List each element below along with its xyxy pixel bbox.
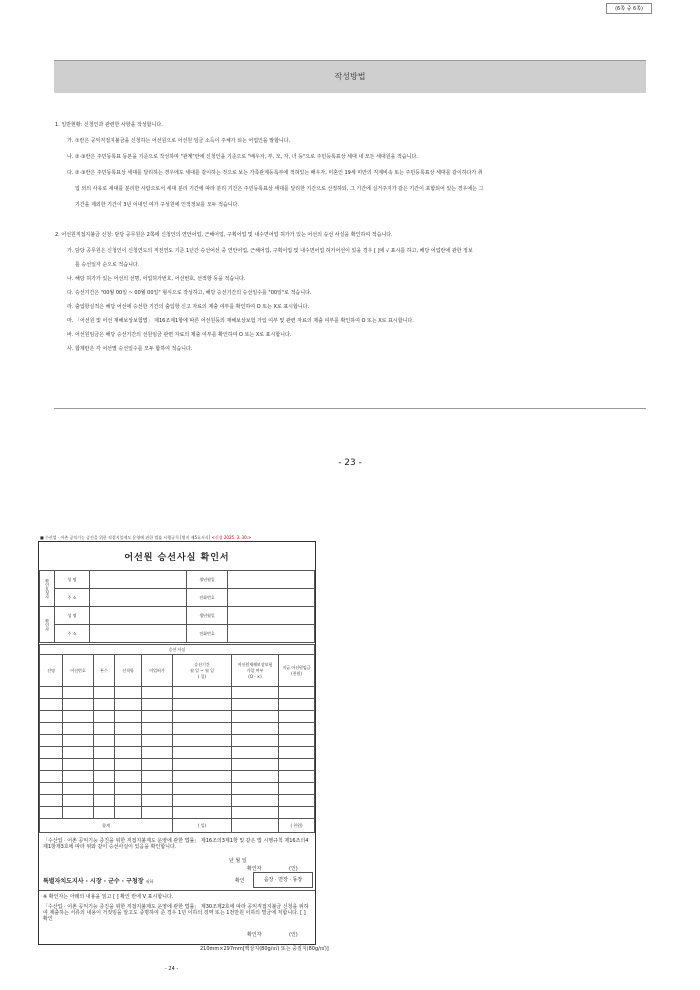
confirmation-form — [38, 541, 316, 945]
table-row — [40, 795, 315, 807]
table-cell[interactable] — [279, 747, 315, 759]
column-header: 승선기간 월 일 ~ 월 일 ( 일) — [173, 655, 232, 687]
table-cell[interactable] — [94, 699, 115, 711]
table-cell[interactable] — [232, 807, 279, 819]
statement: 「수산업 · 어촌 공익기능 증진을 위한 직접지불제도 운영에 관한 법률」 제16조의3제1항 및 같은 법 시행규칙 제16조의4제1항제3호에 따라 위와 같이 승선사실이 있음을 확인합니다. — [43, 838, 309, 850]
table-cell[interactable] — [94, 735, 115, 747]
birth-field[interactable] — [228, 571, 315, 589]
verify-label: 확인 — [235, 878, 245, 884]
table-cell[interactable] — [115, 687, 142, 699]
list-item: 다. ②·③란은 주민등록표상 세대를 달리하는 경우에도 세대를 같이하는 것으로 보는 가족관계등록부에 적혀있는 배우자, 미혼인 19세 미만의 직계비속 또는 주민등록표상 세대를 같이하다가 취 — [67, 170, 483, 176]
birth-label: 생년월일 — [187, 607, 228, 625]
table-cell[interactable] — [279, 795, 315, 807]
footer-sign: (인) — [289, 932, 298, 938]
list-item: 가. ①란은 공익직접지불금을 신청하는 어선원으로 어선원 임금 소득이 주체가 되는 어업인을 말합니다. — [67, 138, 291, 144]
page-reference: (6쪽 중 6쪽) — [606, 3, 652, 14]
table-row — [40, 783, 315, 795]
table-cell[interactable] — [63, 747, 94, 759]
table-row — [40, 747, 315, 759]
phone-label: 전화번호 — [187, 625, 228, 643]
table-cell[interactable] — [94, 795, 115, 807]
table-body — [40, 687, 315, 819]
instructions-section-1 — [55, 120, 655, 210]
list-item: 사. 합계란은 각 어선별 승선일수를 모두 합하여 적습니다. — [67, 346, 193, 352]
table-cell[interactable] — [142, 723, 173, 735]
table-cell[interactable] — [94, 687, 115, 699]
confirmer-line: 확인자 — [247, 866, 262, 872]
total-days: ( 일) — [173, 819, 232, 833]
table-cell[interactable] — [232, 723, 279, 735]
table-row — [40, 723, 315, 735]
list-item: 나. 해당 허가가 있는 어선의 선명, 어업허가번호, 어선번호, 선적항 등을 적습니다. — [67, 276, 246, 282]
table-cell[interactable] — [173, 807, 232, 819]
column-header: 선명 — [40, 655, 63, 687]
list-item: 라. 출입항실적은 해당 어선에 승선한 기간의 출입항 신고 자료의 제출 여부를 확인하여 O 또는 X로 표시합니다. — [67, 304, 310, 310]
section-title: 작성방법 — [54, 61, 646, 93]
person-info-table — [39, 570, 315, 643]
table-cell[interactable] — [142, 711, 173, 723]
table-cell[interactable] — [115, 759, 142, 771]
column-header: 톤수 — [94, 655, 115, 687]
table-cell[interactable] — [63, 783, 94, 795]
page-number: - 23 - — [338, 458, 362, 468]
table-cell[interactable] — [94, 807, 115, 819]
table-cell[interactable] — [232, 711, 279, 723]
table-cell[interactable] — [115, 711, 142, 723]
table-cell[interactable] — [232, 699, 279, 711]
table-cell[interactable] — [279, 723, 315, 735]
table-cell[interactable] — [40, 735, 63, 747]
column-header: 어선번호 — [63, 655, 94, 687]
table-cell[interactable] — [94, 747, 115, 759]
name-label: 성 명 — [55, 607, 90, 625]
table-row — [40, 699, 315, 711]
notice-text: ■ 수산업 · 어촌 공익기능 증진을 위한 직접지불제도 운영에 관한 법률 시행규칙 [별지 제5호서식] — [40, 535, 211, 540]
table-cell[interactable] — [232, 795, 279, 807]
table-cell[interactable] — [94, 759, 115, 771]
date-line: 년 월 일 — [229, 858, 247, 864]
table-cell[interactable] — [279, 771, 315, 783]
confirmer-birth-field[interactable] — [228, 607, 315, 625]
list-item: 를 승선일자 순으로 적습니다. — [75, 262, 140, 268]
table-cell[interactable] — [279, 807, 315, 819]
table-cell[interactable] — [94, 771, 115, 783]
table-cell[interactable] — [173, 723, 232, 735]
boarding-table — [39, 644, 315, 833]
address-field[interactable] — [90, 589, 187, 607]
table-cell[interactable] — [232, 783, 279, 795]
table-row — [40, 711, 315, 723]
list-item: 마. 「어선원 및 어선 재해보상보험법」 제16조제1항에 따른 어선원등의 재해보상보험 가입 여부 및 관련 자료의 제출 여부를 확인하여 O 또는 X로 표시합니다. — [67, 318, 414, 324]
table-cell[interactable] — [63, 807, 94, 819]
sign-mark: (인) — [289, 866, 298, 872]
column-header: 지급 어선원임금 (천원) — [279, 655, 315, 687]
table-row — [40, 687, 315, 699]
table-cell[interactable] — [115, 807, 142, 819]
consent-header: ※ 확인자는 아래의 내용을 읽고 [ ] 확인 란에 V 표시합니다. — [43, 894, 174, 900]
table-cell[interactable] — [142, 735, 173, 747]
table-cell[interactable] — [115, 795, 142, 807]
table-cell[interactable] — [63, 723, 94, 735]
table-cell[interactable] — [232, 771, 279, 783]
boarding-title: 승선 사실 — [40, 645, 315, 655]
confirmer-address-field[interactable] — [90, 625, 187, 643]
verify-stamp: 읍장 · 면장 · 동장 — [253, 872, 313, 888]
table-cell[interactable] — [173, 759, 232, 771]
table-cell[interactable] — [232, 687, 279, 699]
table-cell[interactable] — [94, 723, 115, 735]
table-cell[interactable] — [63, 735, 94, 747]
footer-confirmer: 확인자 — [247, 932, 262, 938]
table-cell[interactable] — [63, 711, 94, 723]
table-cell[interactable] — [173, 771, 232, 783]
table-cell[interactable] — [40, 783, 63, 795]
table-cell[interactable] — [173, 783, 232, 795]
section-heading: 2. 어선원직접지불금 신청: 담당 공무원은 2쪽에 신청인의 연안어업, 근해어업, 구획어업 및 내수면어업 허가가 있는 어선의 승선 사실을 확인하여 적습니다. — [55, 232, 393, 238]
table-cell[interactable] — [173, 687, 232, 699]
table-cell[interactable] — [279, 783, 315, 795]
table-cell[interactable] — [142, 807, 173, 819]
list-item: 다. 승선기간은 "00월 00일 ~ 00월 00일" 형식으로 작성하고, 해당 승선기간의 승선일수를 "00일"로 적습니다. — [67, 290, 312, 296]
table-row — [40, 735, 315, 747]
list-item: 가. 담당 공무원은 신청인이 신청연도의 직전연도 기준 1년간 승선어선 중 연안어업, 근해어업, 구획어업 및 내수면어업 허가어선이 있을 경우 [ ]에 √ 표시를 하고, 해당 어업란에 관한 정보 — [67, 248, 473, 254]
form-title: 어선원 승선사실 확인서 — [124, 553, 230, 563]
applicant-group-label: 확인요청자 — [40, 571, 55, 607]
table-cell[interactable] — [115, 723, 142, 735]
column-header: 어업허가 — [142, 655, 173, 687]
table-cell[interactable] — [40, 723, 63, 735]
phone-label: 전화번호 — [187, 589, 228, 607]
table-cell[interactable] — [142, 759, 173, 771]
table-row — [40, 759, 315, 771]
table-cell[interactable] — [63, 759, 94, 771]
list-item: 바. 어선원임금은 해당 승선기간의 선원임금 관련 자료의 제출 여부를 확인하여 O 또는 X로 표시합니다. — [67, 332, 292, 338]
divider — [39, 890, 315, 891]
address-label: 주 소 — [55, 625, 90, 643]
table-cell[interactable] — [142, 699, 173, 711]
table-cell[interactable] — [232, 747, 279, 759]
divider — [54, 408, 646, 409]
table-cell[interactable] — [40, 807, 63, 819]
table-cell[interactable] — [279, 687, 315, 699]
table-cell[interactable] — [63, 687, 94, 699]
notice-date: <신설 2025. 3. 30.> — [211, 535, 252, 540]
total-insurance — [232, 819, 279, 833]
birth-label: 생년월일 — [187, 571, 228, 589]
table-cell[interactable] — [40, 747, 63, 759]
table-cell[interactable] — [173, 711, 232, 723]
confirmer-phone-field[interactable] — [228, 625, 315, 643]
table-cell[interactable] — [115, 771, 142, 783]
table-cell[interactable] — [173, 747, 232, 759]
list-item: 나. ②·③란은 주민등록표 등본을 기준으로 작성하며 "관계"란에 신청인을 기준으로 "배우자, 부, 모, 자, 녀 등"으로 주민등록표상 세대 내 모든 세대원을 적습니다. — [67, 154, 418, 160]
table-cell[interactable] — [115, 783, 142, 795]
consent-text: 「수산업 · 어촌 공익기능 증진을 위한 직접지불제도 운영에 관한 법률」 제30조제2호에 따라 공익직접지불금 신청을 위하여 제출하는 서류의 내용이 거짓임을 알고도 증명하여 준 경우 1년 이하의 징역 또는 1천만원 이하의 벌금에 처합니다. [ ] 확인 — [43, 904, 309, 922]
table-cell[interactable] — [40, 699, 63, 711]
table-cell[interactable] — [279, 735, 315, 747]
table-cell[interactable] — [40, 771, 63, 783]
table-cell[interactable] — [63, 795, 94, 807]
instructions-section-2 — [55, 230, 655, 354]
table-cell[interactable] — [142, 783, 173, 795]
table-cell[interactable] — [142, 771, 173, 783]
total-wage: ( 천원) — [279, 819, 315, 833]
list-item: 기간을 제외한 기간이 3년 이내인 여가 구성원에 인적정보를 모두 적습니다. — [75, 202, 239, 208]
table-row — [40, 807, 315, 819]
table-cell[interactable] — [115, 747, 142, 759]
table-cell[interactable] — [40, 687, 63, 699]
table-cell[interactable] — [94, 783, 115, 795]
column-header: 선적항 — [115, 655, 142, 687]
page-number: - 24 - — [165, 966, 179, 972]
table-cell[interactable] — [232, 759, 279, 771]
table-cell[interactable] — [63, 699, 94, 711]
table-cell[interactable] — [142, 687, 173, 699]
table-cell[interactable] — [279, 699, 315, 711]
list-item: 업 외의 사유로 세대를 분리한 사람으로서 세대 분리 기간에 따라 분리 기간은 주민등록표상 세대를 달리한 기간으로 산정하되, 그 기간에 실거주지가 같은 기간이 포함되어 있는 경우에는 그 — [75, 186, 484, 192]
authority-name: 특별자치도지사 · 시장 · 군수 · 구청장 — [43, 878, 144, 885]
table-cell[interactable] — [232, 735, 279, 747]
table-cell[interactable] — [94, 711, 115, 723]
table-cell[interactable] — [279, 759, 315, 771]
confirmer-group-label: 확인자 — [40, 607, 55, 643]
name-label: 성 명 — [55, 571, 90, 589]
paper-spec: 210mm×297mm[백상지(80g/㎡) 또는 중질지(80g/㎡)] — [200, 946, 329, 952]
confirmer-name-field[interactable] — [90, 607, 187, 625]
table-row — [40, 771, 315, 783]
name-field[interactable] — [90, 571, 187, 589]
table-cell[interactable] — [40, 795, 63, 807]
table-cell[interactable] — [142, 795, 173, 807]
column-header: 어선원재해보상보험 가입 여부 (O · ×) — [232, 655, 279, 687]
address-label: 주 소 — [55, 589, 90, 607]
table-cell[interactable] — [40, 759, 63, 771]
table-cell[interactable] — [142, 747, 173, 759]
table-cell[interactable] — [63, 771, 94, 783]
table-cell[interactable] — [40, 711, 63, 723]
authority-suffix: 귀하 — [145, 879, 154, 884]
table-cell[interactable] — [279, 711, 315, 723]
table-cell[interactable] — [173, 699, 232, 711]
total-label: 합계 — [40, 819, 173, 833]
table-cell[interactable] — [173, 735, 232, 747]
table-cell[interactable] — [115, 699, 142, 711]
authority — [43, 876, 153, 885]
table-cell[interactable] — [173, 795, 232, 807]
phone-field[interactable] — [228, 589, 315, 607]
section-heading: 1. 일반현황: 신청인과 관련한 사항을 작성합니다. — [55, 122, 163, 128]
table-cell[interactable] — [115, 735, 142, 747]
